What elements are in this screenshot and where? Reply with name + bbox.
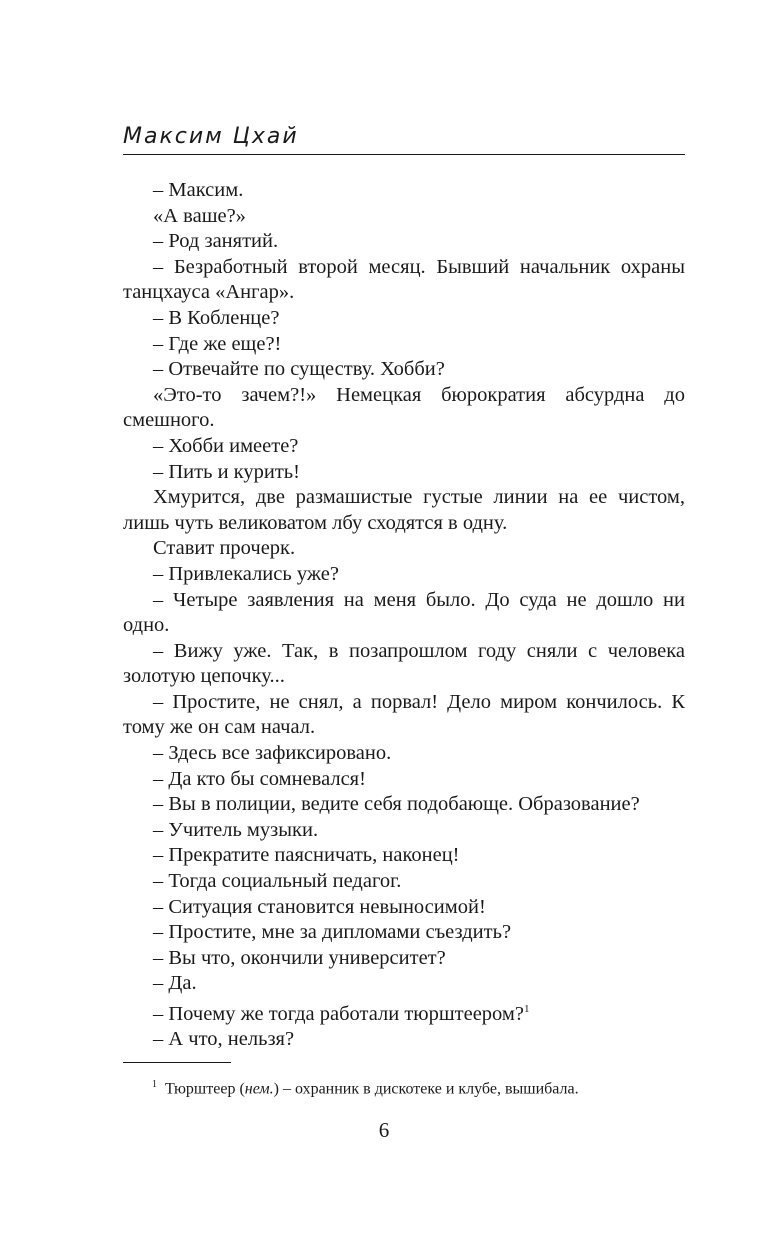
paragraph: – Привлекались уже?	[153, 562, 339, 585]
footnote-definition: ) – охранник в дискотеке и клубе, вышибала.	[273, 1080, 579, 1098]
paragraph: – Учитель музыки.	[153, 818, 319, 841]
paragraph: – Где же еще?!	[153, 332, 282, 355]
paragraph: – Пить и курить!	[153, 460, 300, 483]
footnote	[152, 1075, 692, 1099]
footnote-language: нем.	[244, 1080, 274, 1098]
paragraph: – Да кто бы сомневался!	[153, 767, 366, 790]
running-header	[123, 122, 685, 155]
paragraph: – Здесь все зафиксировано.	[153, 742, 392, 765]
paragraph: – Простите, не снял, а порвал! Дело миром кончилось. К тому же он сам начал.	[123, 690, 685, 739]
paragraph: – Род занятий.	[153, 230, 279, 253]
paragraph: «Это-то зачем?!» Немецкая бюрократия абсурдна до смешного.	[123, 383, 685, 432]
paragraph: Хмурится, две размашистые густые линии на ее чистом, лишь чуть великоватом лбу сходятся в одну.	[123, 486, 685, 534]
paragraph-with-footnote	[123, 997, 685, 1027]
paragraph: – Отвечайте по существу. Хобби?	[153, 358, 445, 381]
footnote-reference[interactable]: 1	[523, 1003, 530, 1015]
paragraph-text: – Почему же тогда работали тюрштеером?	[153, 1002, 524, 1025]
footnote-marker: 1	[152, 1079, 157, 1090]
paragraph: – Да.	[153, 972, 197, 995]
footnote-divider	[123, 1062, 231, 1063]
paragraph: – Четыре заявления на меня было. До суда не дошло ни одно.	[123, 588, 685, 637]
paragraph: – Тогда социальный педагог.	[153, 870, 402, 893]
paragraph: – Простите, мне за дипломами съездить?	[153, 921, 512, 944]
paragraph: – Вижу уже. Так, в позапрошлом году сняли с человека золотую цепочку...	[123, 639, 685, 688]
paragraph: – В Кобленце?	[153, 306, 280, 329]
page-number: 6	[378, 1118, 390, 1142]
paragraph: – Прекратите паясничать, наконец!	[153, 844, 460, 867]
paragraph: – Хобби имеете?	[153, 434, 299, 457]
paragraph: «А ваше?»	[153, 204, 246, 227]
author-name: Максим Цхай	[123, 124, 299, 149]
paragraph: Ставит прочерк.	[153, 537, 296, 560]
footnote-term: Тюрштеер (	[165, 1080, 245, 1098]
paragraph: – Вы в полиции, ведите себя подобающе. Образование?	[153, 793, 640, 816]
paragraph: – А что, нельзя?	[153, 1028, 295, 1051]
paragraph: – Максим.	[153, 179, 244, 201]
paragraph: – Безработный второй месяц. Бывший начальник охраны танцхауса «Ангар».	[123, 255, 685, 304]
main-text	[123, 178, 685, 1053]
paragraph: – Ситуация становится невыносимой!	[153, 895, 486, 918]
paragraph: – Вы что, окончили университет?	[153, 946, 446, 969]
